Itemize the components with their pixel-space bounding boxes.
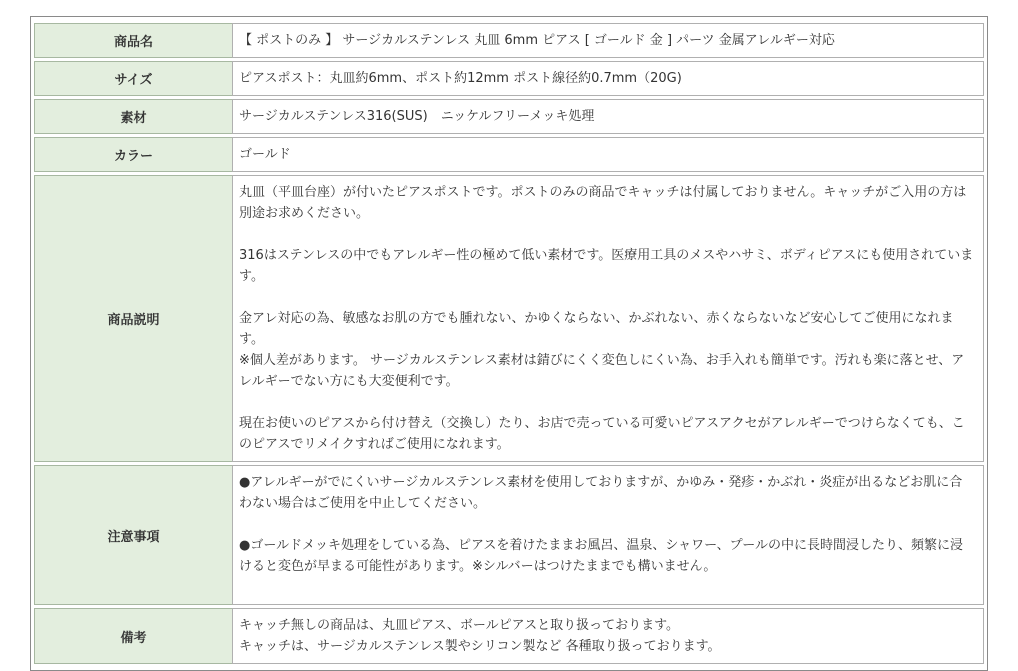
- description-paragraph-1: [239, 182, 975, 224]
- row-description: [34, 175, 984, 462]
- value-size: [232, 61, 984, 96]
- value-material: [232, 99, 984, 134]
- size-text: ピアスポスト：丸皿約6mm、ポスト約12mm ポスト線径約0.7mm（20G): [239, 71, 682, 86]
- material-text: サージカルステンレス316(SUS) ニッケルフリーメッキ処理: [239, 109, 595, 124]
- value-color: [232, 137, 984, 172]
- description-paragraph-4: [239, 413, 975, 455]
- label-size: サイズ: [34, 61, 232, 96]
- description-text: 現在お使いのピアスから付け替え（交換し）たり、お店で売っている可愛いピアスアクセがアレルギーでつけらなくても、このピアスでリメイクすればご使用になれます。: [239, 416, 965, 452]
- label-color: カラー: [34, 137, 232, 172]
- description-text: 丸皿（平皿台座）が付いたピアスポストです。ポストのみの商品でキャッチは付属しておりません。キャッチがご入用の方は別途お求めください。: [239, 185, 967, 221]
- label-product-name: 商品名: [34, 23, 232, 58]
- row-color: [34, 137, 984, 172]
- row-remarks: [34, 608, 984, 664]
- product-spec-table: [34, 20, 984, 667]
- row-product-name: [34, 23, 984, 58]
- label-description: 商品説明: [34, 175, 232, 462]
- value-remarks: [232, 608, 984, 664]
- color-text: ゴールド: [239, 147, 291, 162]
- row-cautions: [34, 465, 984, 605]
- caution-text: ●ゴールドメッキ処理をしている為、ピアスを着けたままお風呂、温泉、シャワー、プールの中に長時間浸したり、頻繁に浸けると変色が早まる可能性があります。※シルバーはつけたままでも構いません。: [239, 538, 964, 574]
- product-name-text: 【 ポストのみ 】 サージカルステンレス 丸皿 6mm ピアス [ ゴールド 金 ] パーツ 金属アレルギー対応: [239, 33, 835, 48]
- description-text: ※個人差があります。 サージカルステンレス素材は錆びにくく変色しにくい為、お手入れも簡単です。汚れも楽に落とせ、アレルギーでない方にも大変便利です。: [239, 353, 965, 389]
- description-paragraph-3: [239, 308, 975, 392]
- remarks-text: キャッチ無しの商品は、丸皿ピアス、ボールピアスと取り扱っております。: [239, 618, 680, 633]
- remarks-text: キャッチは、サージカルステンレス製やシリコン製など 各種取り扱っております。: [239, 639, 721, 654]
- description-text: 316はステンレスの中でもアレルギー性の極めて低い素材です。医療用工具のメスやハサミ、ボディピアスにも使用されています。: [239, 248, 974, 284]
- label-material: 素材: [34, 99, 232, 134]
- description-paragraph-2: [239, 245, 975, 287]
- row-material: [34, 99, 984, 134]
- label-cautions: 注意事項: [34, 465, 232, 605]
- label-remarks: 備考: [34, 608, 232, 664]
- value-description: [232, 175, 984, 462]
- description-text: 金アレ対応の為、敏感なお肌の方でも腫れない、かゆくならない、かぶれない、赤くならないなど安心してご使用になれます。: [239, 311, 954, 347]
- value-cautions: [232, 465, 984, 605]
- row-size: [34, 61, 984, 96]
- value-product-name: [232, 23, 984, 58]
- caution-text: ●アレルギーがでにくいサージカルステンレス素材を使用しておりますが、かゆみ・発疹・かぶれ・炎症が出るなどお肌に合わない場合はご使用を中止してください。: [239, 475, 963, 511]
- product-spec-frame: [30, 16, 988, 671]
- caution-paragraph-1: [239, 472, 975, 514]
- caution-paragraph-2: [239, 535, 975, 577]
